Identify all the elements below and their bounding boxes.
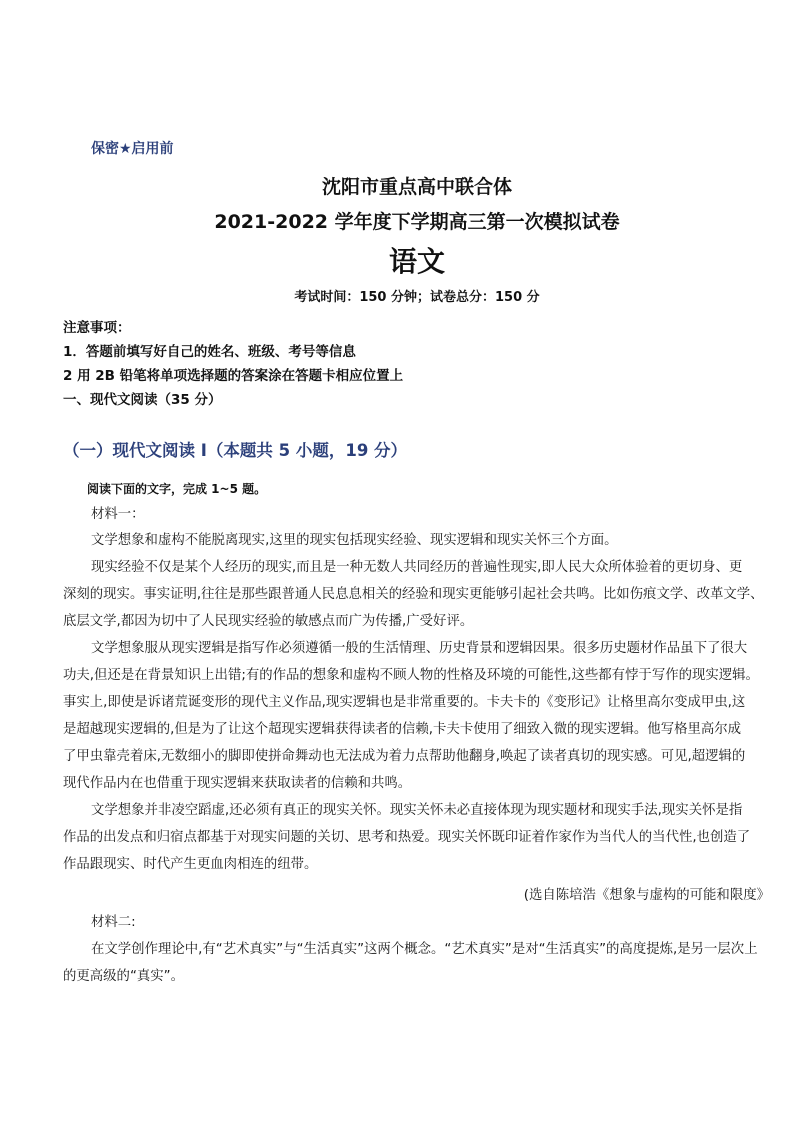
- material1-line: 文学想象并非凌空蹈虚,还必须有真正的现实关怀。现实关怀未必直接体现为现实题材和现实手法,现实关怀是指: [91, 803, 743, 818]
- subject-title: 语文: [388, 245, 445, 278]
- notes-title: 注意事项：: [63, 320, 131, 336]
- material2-line: 的更高级的“真实”。: [63, 969, 184, 984]
- material1-line: 事实上,即使是诉诸荒诞变形的现代主义作品,现实逻辑也是非常重要的。卡夫卡的《变形记》让格里高尔变成甲虫,这: [63, 695, 746, 710]
- note-item-1: 1．答题前填写好自己的姓名、班级、考号等信息: [63, 344, 356, 360]
- note-item-2: 2 用 2B 铅笔将单项选择题的答案涂在答题卡相应位置上: [63, 368, 404, 384]
- material1-line: 文学想象和虚构不能脱离现实,这里的现实包括现实经验、现实逻辑和现实关怀三个方面。: [91, 533, 618, 548]
- confidential-label: 保密★启用前: [91, 141, 174, 157]
- section-title: （一）现代文阅读 I（本题共 5 小题，19 分）: [63, 441, 408, 460]
- material1-line: 作品的出发点和归宿点都基于对现实问题的关切、思考和热爱。现实关怀既印证着作家作为当代人的当代性,也创造了: [63, 830, 751, 845]
- reading-instruction: 阅读下面的文字，完成 1~5 题。: [87, 482, 267, 496]
- material1-line: 深刻的现实。事实证明,往往是那些跟普通人民息息相关的经验和现实更能够引起社会共鸣。比如伤痕文学、改革文学、: [63, 587, 764, 602]
- school-title: 沈阳市重点高中联合体: [321, 176, 512, 198]
- material1-line: 作品跟现实、时代产生更血肉相连的纽带。: [63, 857, 318, 872]
- part1-title: 一、现代文阅读（35 分）: [63, 392, 222, 408]
- material1-source: (选自陈培浩《想象与虚构的可能和限度》: [523, 888, 770, 903]
- material1-line: 现实经验不仅是某个人经历的现实,而且是一种无数人共同经历的普遍性现实,即人民大众所体验着的更切身、更: [91, 560, 743, 575]
- material1-line: 底层文学,都因为切中了人民现实经验的敏感点而广为传播,广受好评。: [63, 614, 474, 629]
- material1-line: 了甲虫靠壳着床,无数细小的脚即使拼命舞动也无法成为着力点帮助他翻身,唤起了读者真切的现实感。可见,超逻辑的: [63, 749, 746, 764]
- material1-line: 现代作品内在也借重于现实逻辑来获取读者的信赖和共鸣。: [63, 776, 412, 791]
- exam-time-info: 考试时间：150 分钟；试卷总分：150 分: [294, 290, 540, 305]
- exam-title: 2021-2022 学年度下学期高三第一次模拟试卷: [214, 211, 620, 233]
- material1-line: 是超越现实逻辑的,但是为了让这个超现实逻辑获得读者的信赖,卡夫卡使用了细致入微的现实逻辑。他写格里高尔成: [63, 722, 742, 737]
- material1-line: 文学想象服从现实逻辑是指写作必须遵循一般的生活情理、历史背景和逻辑因果。很多历史题材作品虽下了很大: [91, 641, 748, 656]
- material1-label: 材料一：: [91, 507, 145, 522]
- material1-line: 功夫,但还是在背景知识上出错;有的作品的想象和虚构不顾人物的性格及环境的可能性,这些都有悖于写作的现实逻辑。: [63, 668, 759, 683]
- material2-line: 在文学创作理论中,有“艺术真实”与“生活真实”这两个概念。“艺术真实”是对“生活真实”的高度提炼,是另一层次上: [91, 942, 758, 957]
- material2-label: 材料二:: [91, 915, 136, 930]
